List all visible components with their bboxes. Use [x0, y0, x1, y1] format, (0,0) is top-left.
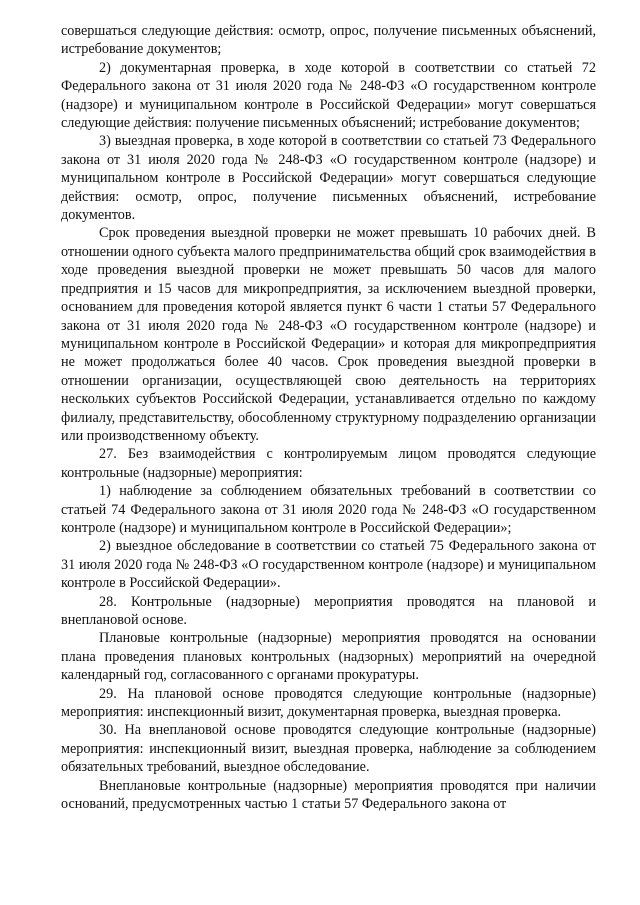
paragraph-continuation: совершаться следующие действия: осмотр, опрос, получение письменных объяснений, истребование документов;: [61, 23, 596, 58]
paragraph-field-check-duration: Срок проведения выездной проверки не может превышать 10 рабочих дней. В отношении одного субъекта малого предпринимательства общий срок взаимодействия в ходе проведения выездной проверки не может превышать 50 часов для малого предприятия и 15 часов для микропредприятия, за исключением выездной проверки, основанием для проведения которой является пункт 6 части 1 статьи 57 Федерального закона от 31 июля 2020 года № 248-ФЗ «О государственном контроле (надзоре) и муниципальном контроле в Российской Федерации» и которая для микропредприятия не может продолжаться более 40 часов. Срок проведения выездной проверки в отношении организации, осуществляющей свою деятельность на территориях нескольких субъектов Российской Федерации, устанавливается отдельно по каждому филиалу, представительству, обособленному структурному подразделению организации или производственному объекту.: [61, 225, 596, 444]
paragraph-field-survey: 2) выездное обследование в соответствии со статьей 75 Федерального закона от 31 июля 2020 года № 248-ФЗ «О государственном контроле (надзоре) и муниципальном контроле в Российской Федерации».: [61, 538, 596, 592]
paragraph-documentary-check: 2) документарная проверка, в ходе которой в соответствии со статьей 72 Федерального закона от 31 июля 2020 года № 248-ФЗ «О государственном контроле (надзоре) и муниципальном контроле в Российской Федерации» могут совершаться следующие действия: получение письменных объяснений; истребование документов;: [61, 59, 596, 132]
paragraph-observation: 1) наблюдение за соблюдением обязательных требований в соответствии со статьей 74 Федерального закона от 31 июля 2020 года № 248-ФЗ «О государственном контроле (надзоре) и муниципальном контроле в Российской Федерации»;: [61, 483, 596, 536]
paragraph-field-check: 3) выездная проверка, в ходе которой в соответствии со статьей 73 Федерального закона от 31 июля 2020 года № 248-ФЗ «О государственном контроле (надзоре) и муниципальном контроле в Российской Федерации» могут совершаться следующие действия: осмотр, опрос, получение письменных объяснений, истребование документов.: [61, 133, 596, 224]
paragraph-planned-events: Плановые контрольные (надзорные) мероприятия проводятся на основании плана проведения плановых контрольных (надзорных) мероприятий на очередной календарный год, согласованного с органами прокуратуры.: [61, 630, 596, 684]
paragraph-item-27: 27. Без взаимодействия с контролируемым лицом проводятся следующие контрольные (надзорные) мероприятия:: [61, 446, 596, 481]
paragraph-item-30: 30. На внеплановой основе проводятся следующие контрольные (надзорные) мероприятия: инспекционный визит, выездная проверка, наблюдение за соблюдением обязательных требований, выездное обследование.: [61, 722, 596, 776]
paragraph-unplanned-events: Внеплановые контрольные (надзорные) мероприятия проводятся при наличии оснований, предусмотренных частью 1 статьи 57 Федерального закона от: [61, 777, 596, 813]
paragraph-item-28: 28. Контрольные (надзорные) мероприятия проводятся на плановой и внеплановой основе.: [61, 593, 596, 628]
paragraph-item-29: 29. На плановой основе проводятся следующие контрольные (надзорные) мероприятия: инспекционный визит, документарная проверка, выездная проверка.: [61, 685, 596, 721]
